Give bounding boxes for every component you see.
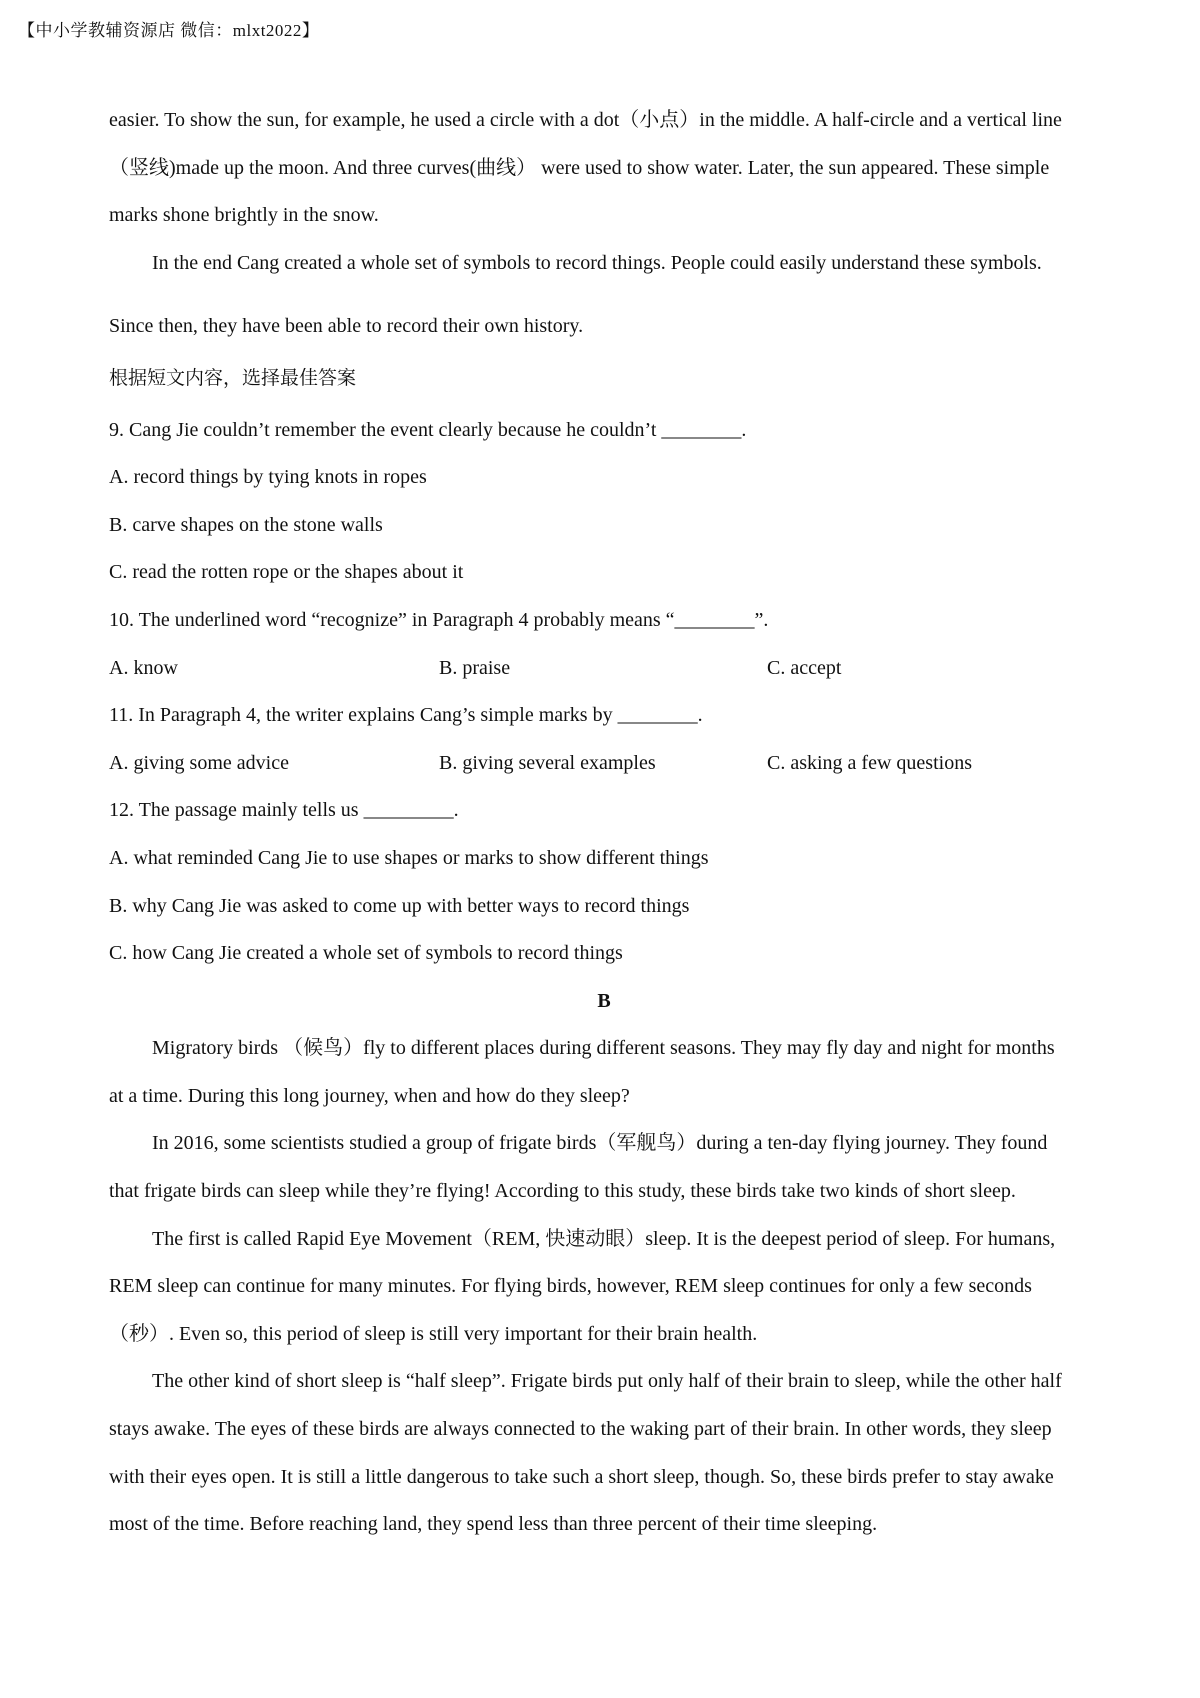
section-b-title: B <box>597 989 611 1012</box>
question-10-option-a: A. know <box>109 656 178 679</box>
question-9-option-c: C. read the rotten rope or the shapes about it <box>109 561 464 584</box>
question-11-options <box>109 740 1099 788</box>
question-10-stem: 10. The underlined word “recognize” in Paragraph 4 probably means “________”. <box>109 608 769 631</box>
passage-b-line: at a time. During this long journey, when and how do they sleep? <box>109 1084 630 1107</box>
document-body <box>109 97 1099 1549</box>
question-12-stem: 12. The passage mainly tells us _________. <box>109 799 459 822</box>
question-9-option-b: B. carve shapes on the stone walls <box>109 513 383 536</box>
passage-a-line: Since then, they have been able to record their own history. <box>109 315 584 338</box>
passage-a-line: marks shone brightly in the snow. <box>109 204 379 227</box>
passage-b-line: REM sleep can continue for many minutes. For flying birds, however, REM sleep continues for only a few seconds <box>109 1275 1032 1298</box>
question-11-option-c: C. asking a few questions <box>767 751 972 774</box>
question-10-options <box>109 645 1099 693</box>
question-11-option-a: A. giving some advice <box>109 751 289 774</box>
passage-b-line: that frigate birds can sleep while they’re flying! According to this study, these birds take two kinds of short sleep. <box>109 1180 1016 1203</box>
question-12-option-b: B. why Cang Jie was asked to come up with better ways to record things <box>109 894 690 917</box>
passage-b-paragraph-start: The other kind of short sleep is “half sleep”. Frigate birds put only half of their brain to sleep, while the other half <box>152 1370 1062 1393</box>
question-11-stem: 11. In Paragraph 4, the writer explains Cang’s simple marks by ________. <box>109 704 703 727</box>
question-11-option-b: B. giving several examples <box>439 751 656 774</box>
passage-b-paragraph-start: Migratory birds （候鸟）fly to different places during different seasons. They may fly day and night for months <box>152 1037 1055 1060</box>
passage-b-paragraph-start: The first is called Rapid Eye Movement（REM, 快速动眼）sleep. It is the deepest period of sleep. For humans, <box>152 1227 1056 1250</box>
passage-b-line: with their eyes open. It is still a little dangerous to take such a short sleep, though. So, these birds prefer to stay awake <box>109 1465 1054 1488</box>
passage-a-paragraph-start: In the end Cang created a whole set of symbols to record things. People could easily understand these symbols. <box>152 251 1042 274</box>
passage-b-line: stays awake. The eyes of these birds are always connected to the waking part of their brain. In other words, they sleep <box>109 1418 1052 1441</box>
passage-b-paragraph-start: In 2016, some scientists studied a group of frigate birds（军舰鸟）during a ten-day flying journey. They found <box>152 1132 1048 1155</box>
question-9-option-a: A. record things by tying knots in ropes <box>109 466 427 489</box>
question-10-option-b: B. praise <box>439 656 511 679</box>
source-header: 【中小学教辅资源店 微信：mlxt2022】 <box>18 21 320 40</box>
question-10-option-c: C. accept <box>767 656 842 679</box>
passage-a-line: easier. To show the sun, for example, he used a circle with a dot（小点）in the middle. A half-circle and a vertical line <box>109 109 1062 131</box>
question-12-option-a: A. what reminded Cang Jie to use shapes or marks to show different things <box>109 846 709 869</box>
question-9-stem: 9. Cang Jie couldn’t remember the event clearly because he couldn’t ________. <box>109 418 747 441</box>
passage-b-line: most of the time. Before reaching land, they spend less than three percent of their time sleeping. <box>109 1513 878 1536</box>
instruction-text: 根据短文内容，选择最佳答案 <box>109 366 357 389</box>
passage-b-line: （秒）. Even so, this period of sleep is still very important for their brain health. <box>109 1322 758 1345</box>
passage-a-line: （竖线)made up the moon. And three curves(曲线） were used to show water. Later, the sun appeared. These simple <box>109 156 1050 179</box>
question-12-option-c: C. how Cang Jie created a whole set of symbols to record things <box>109 942 623 965</box>
